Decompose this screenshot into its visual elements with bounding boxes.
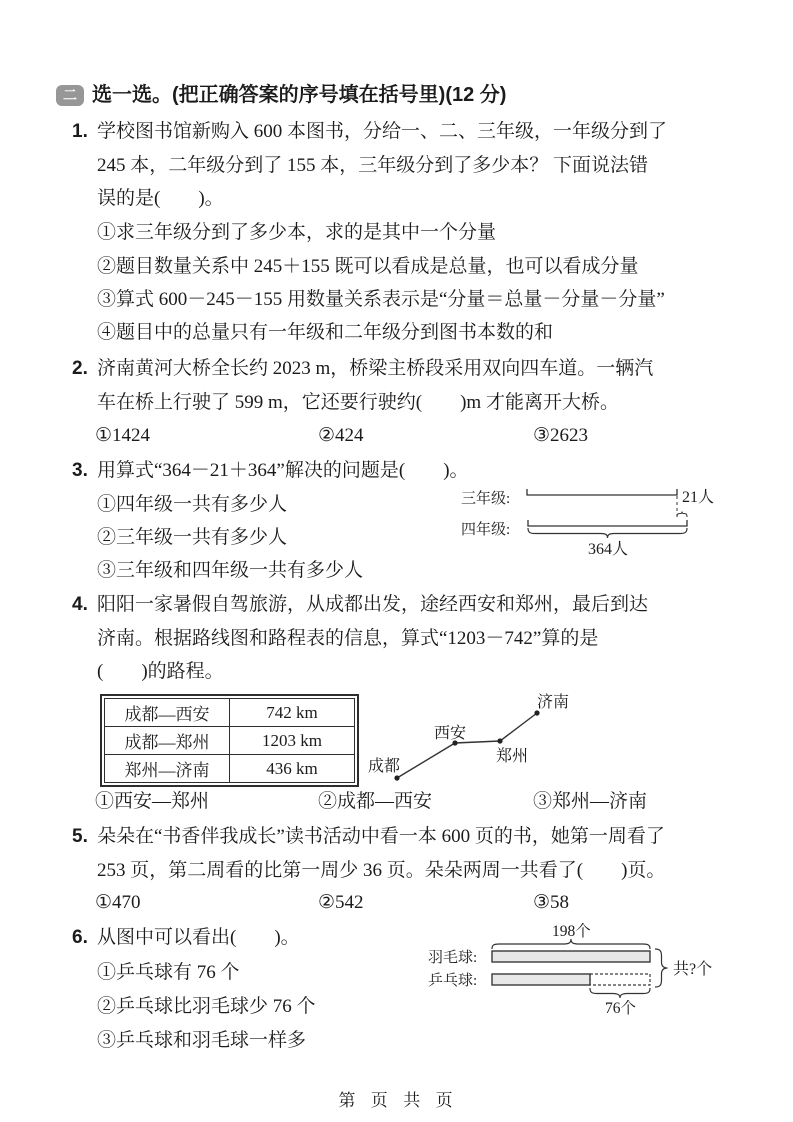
q6-stem: 从图中可以看出( )。 bbox=[97, 927, 300, 948]
q6-number: 6. bbox=[72, 927, 88, 948]
q6-option-2: ②乒乓球比羽毛球少 76 个 bbox=[97, 996, 316, 1017]
q4-line2: 济南。根据路线图和路程表的信息，算式“1203－742”算的是 bbox=[97, 628, 599, 649]
q4-number: 4. bbox=[72, 594, 88, 615]
q5-line2: 253 页，第二周看的比第一周少 36 页。朵朵两周一共看了( )页。 bbox=[97, 860, 666, 881]
q2-option-2: ②424 bbox=[318, 425, 364, 446]
q3-under-brace bbox=[528, 528, 687, 538]
city-dot-zhengzhou bbox=[497, 738, 502, 743]
q4-distance-table bbox=[100, 694, 359, 787]
distance-cell: 1203 km bbox=[230, 727, 355, 755]
q3-number: 3. bbox=[72, 460, 88, 481]
badminton-bar bbox=[492, 951, 650, 962]
table-row bbox=[105, 755, 355, 783]
city-dot-chengdu bbox=[394, 775, 399, 780]
route-cell: 成都—郑州 bbox=[105, 727, 230, 755]
q3-stem: 用算式“364－21＋364”解决的问题是( )。 bbox=[97, 460, 469, 481]
q5-option-1: ①470 bbox=[95, 892, 141, 913]
q3-diagram-row2-label: 四年级: bbox=[461, 522, 511, 538]
distance-cell: 436 km bbox=[230, 755, 355, 783]
city-label-jinan: 济南 bbox=[537, 694, 570, 711]
q6-under-brace bbox=[590, 988, 650, 998]
q2-option-3: ③2623 bbox=[533, 425, 589, 446]
q5-option-3: ③58 bbox=[533, 892, 570, 913]
section-number-badge: 二 bbox=[56, 85, 84, 106]
q1-option-2: ②题目数量关系中 245＋155 既可以看成是总量，也可以看成分量 bbox=[97, 256, 639, 277]
q2-line2: 车在桥上行驶了 599 m，它还要行驶约( )m 才能离开大桥。 bbox=[97, 392, 619, 413]
q4-line3: ( )的路程。 bbox=[97, 661, 224, 682]
q3-grade3-bar bbox=[527, 489, 677, 495]
section-note: (把正确答案的序号填在括号里)(12 分) bbox=[172, 84, 507, 106]
q2-line1: 济南黄河大桥全长约 2023 m，桥梁主桥段采用双向四车道。一辆汽 bbox=[97, 358, 654, 379]
route-line bbox=[397, 713, 537, 778]
q1-line3: 误的是( )。 bbox=[97, 188, 224, 209]
q5-option-2: ②542 bbox=[318, 892, 364, 913]
page-footer: 第 页 共 页 bbox=[338, 1091, 455, 1110]
q6-row2-label: 乒乓球: bbox=[428, 973, 478, 989]
q3-bar-diagram bbox=[455, 484, 785, 559]
q6-bar-diagram bbox=[425, 918, 735, 1018]
pingpong-dashed-bar bbox=[590, 974, 650, 985]
q1-option-4: ④题目中的总量只有一年级和二年级分到图书本数的和 bbox=[97, 322, 554, 343]
q2-option-1: ①1424 bbox=[95, 425, 151, 446]
pingpong-bar bbox=[492, 974, 590, 985]
q3-diagram-row1-label: 三年级: bbox=[461, 491, 511, 507]
q1-option-1: ①求三年级分到了多少本，求的是其中一个分量 bbox=[97, 222, 497, 243]
city-label-zhengzhou: 郑州 bbox=[496, 748, 529, 765]
q6-bottom-label: 76个 bbox=[605, 1000, 637, 1017]
q6-option-1: ①乒乓球有 76 个 bbox=[97, 962, 240, 983]
city-dot-jinan bbox=[534, 710, 539, 715]
q6-option-3: ③乒乓球和羽毛球一样多 bbox=[97, 1030, 307, 1051]
city-label-chengdu: 成都 bbox=[368, 758, 401, 775]
q5-number: 5. bbox=[72, 826, 88, 847]
q1-number: 1. bbox=[72, 121, 88, 142]
q3-option-3: ③三年级和四年级一共有多少人 bbox=[97, 560, 364, 581]
q5-line1: 朵朵在“书香伴我成长”读书活动中看一本 600 页的书，她第一周看了 bbox=[97, 826, 665, 847]
q4-line1: 阳阳一家暑假自驾旅游，从成都出发，途经西安和郑州，最后到达 bbox=[97, 594, 649, 615]
route-cell: 郑州—济南 bbox=[105, 755, 230, 783]
q3-total-label: 364人 bbox=[588, 541, 629, 558]
table-row bbox=[105, 727, 355, 755]
table-row bbox=[105, 699, 355, 727]
q6-right-label: 共?个 bbox=[673, 961, 713, 978]
q3-diff-label: 21人 bbox=[682, 489, 715, 506]
q3-option-2: ②三年级一共有多少人 bbox=[97, 527, 288, 548]
q3-small-brace bbox=[677, 512, 687, 518]
q1-line2: 245 本，二年级分到了 155 本，三年级分到了多少本？ 下面说法错 bbox=[97, 155, 649, 176]
q3-grade4-bar bbox=[528, 520, 687, 526]
q2-number: 2. bbox=[72, 358, 88, 379]
q4-route-map bbox=[363, 683, 603, 793]
q6-row1-label: 羽毛球: bbox=[428, 950, 478, 966]
q6-over-brace bbox=[492, 939, 650, 949]
distance-cell: 742 km bbox=[230, 699, 355, 727]
city-label-xian: 西安 bbox=[434, 725, 467, 742]
q4-option-1: ①西安—郑州 bbox=[95, 791, 210, 812]
section-header bbox=[92, 82, 506, 108]
q4-option-2: ②成都—西安 bbox=[318, 791, 433, 812]
route-cell: 成都—西安 bbox=[105, 699, 230, 727]
q1-line1: 学校图书馆新购入 600 本图书，分给一、二、三年级，一年级分到了 bbox=[97, 121, 668, 142]
section-title: 选一选。 bbox=[92, 84, 172, 106]
q3-option-1: ①四年级一共有多少人 bbox=[97, 494, 288, 515]
q4-option-3: ③郑州—济南 bbox=[533, 791, 648, 812]
q6-right-brace bbox=[655, 949, 668, 987]
q1-option-3: ③算式 600－245－155 用数量关系表示是“分量＝总量－分量－分量” bbox=[97, 289, 665, 310]
q6-top-label: 198个 bbox=[552, 923, 591, 940]
